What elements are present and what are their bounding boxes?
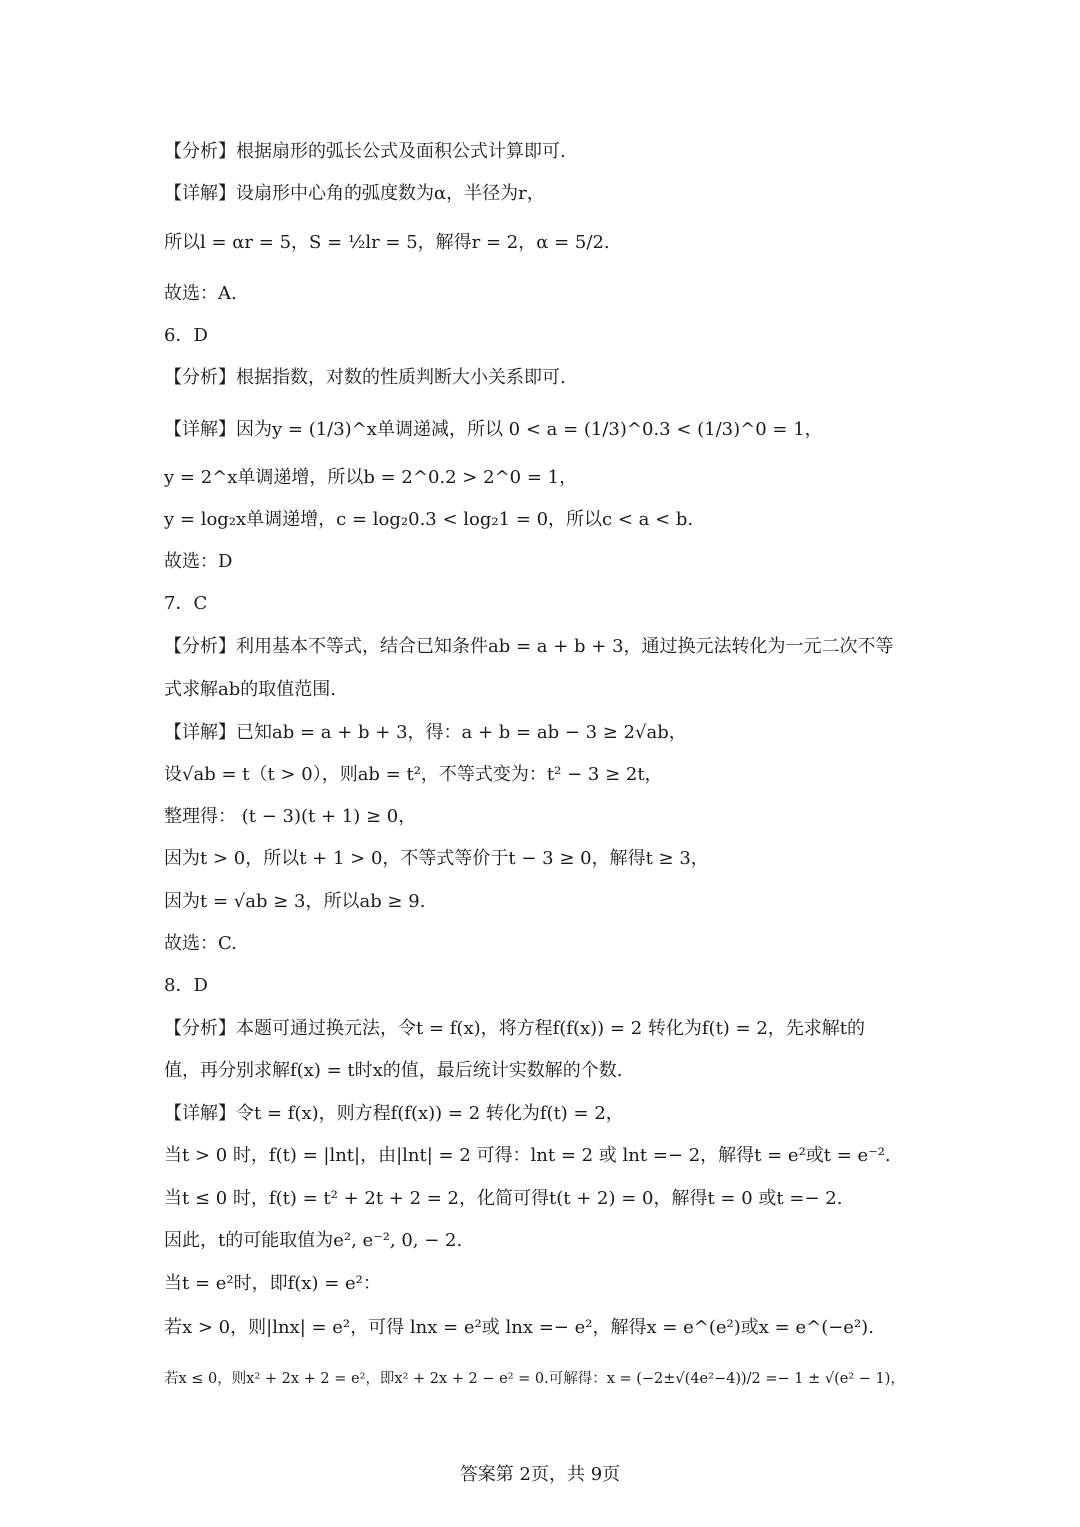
text-line: 因此，t的可能取值为e², e⁻², 0, − 2. bbox=[164, 1230, 463, 1251]
question-number: 7．C bbox=[164, 593, 208, 614]
text-line: 当t = e²时，即f(x) = e²： bbox=[164, 1273, 381, 1294]
text-line: 【详解】因为y = (1/3)^x单调递减，所以 0 < a = (1/3)^0.3 < (1/3)^0 = 1， bbox=[164, 419, 823, 440]
text-line: 当t ≤ 0 时，f(t) = t² + 2t + 2 = 2，化简可得t(t + 2) = 0，解得t = 0 或t =− 2. bbox=[164, 1188, 843, 1209]
text-line: 【分析】利用基本不等式，结合已知条件ab = a + b + 3，通过换元法转化为一元二次不等 bbox=[164, 636, 894, 657]
text-line: 【分析】本题可通过换元法，令t = f(x)，将方程f(f(x)) = 2 转化为f(t) = 2，先求解t的 bbox=[164, 1018, 866, 1039]
text-line: 因为t = √ab ≥ 3，所以ab ≥ 9. bbox=[164, 891, 426, 912]
text-line: 【详解】已知ab = a + b + 3，得：a + b = ab − 3 ≥ 2√ab， bbox=[164, 722, 687, 743]
text-line: 设√ab = t（t > 0），则ab = t²，不等式变为：t² − 3 ≥ 2t， bbox=[164, 764, 663, 785]
text-line: 若x > 0，则|lnx| = e²，可得 lnx = e²或 lnx =− e²，解得x = e^(e²)或x = e^(−e²). bbox=[164, 1317, 874, 1338]
text-line: 【分析】根据扇形的弧长公式及面积公式计算即可. bbox=[164, 141, 566, 162]
text-line: y = 2^x单调递增，所以b = 2^0.2 > 2^0 = 1， bbox=[164, 467, 578, 488]
text-line: 所以l = αr = 5，S = ½lr = 5，解得r = 2，α = 5/2. bbox=[164, 232, 610, 253]
text-line: 式求解ab的取值范围. bbox=[164, 679, 336, 700]
text-line: 【分析】根据指数，对数的性质判断大小关系即可. bbox=[164, 367, 566, 388]
text-line: y = log₂x单调递增，c = log₂0.3 < log₂1 = 0，所以c < a < b. bbox=[164, 509, 694, 530]
text-line: 故选：A. bbox=[164, 283, 237, 304]
text-line: 故选：D bbox=[164, 551, 233, 572]
question-number: 6．D bbox=[164, 325, 208, 346]
text-line: 【详解】设扇形中心角的弧度数为α，半径为r， bbox=[164, 183, 545, 204]
page-footer: 答案第 2页，共 9页 bbox=[459, 1464, 621, 1485]
text-line: 值，再分别求解f(x) = t时x的值，最后统计实数解的个数. bbox=[164, 1060, 623, 1081]
text-line: 因为t > 0，所以t + 1 > 0，不等式等价于t − 3 ≥ 0，解得t ≥ 3， bbox=[164, 848, 709, 869]
question-number: 8．D bbox=[164, 975, 208, 996]
text-line: 故选：C. bbox=[164, 933, 237, 954]
text-line: 当t > 0 时，f(t) = |lnt|，由|lnt| = 2 可得：lnt = 2 或 lnt =− 2，解得t = e²或t = e⁻². bbox=[164, 1145, 891, 1166]
text-line: 若x ≤ 0，则x² + 2x + 2 = e²，即x² + 2x + 2 − e² = 0.可解得：x = (−2±√(4e²−4))/2 =− 1 ± √(e² − 1)， bbox=[164, 1371, 905, 1387]
text-line: 整理得： (t − 3)(t + 1) ≥ 0， bbox=[164, 806, 417, 827]
text-line: 【详解】令t = f(x)，则方程f(f(x)) = 2 转化为f(t) = 2， bbox=[164, 1103, 624, 1124]
